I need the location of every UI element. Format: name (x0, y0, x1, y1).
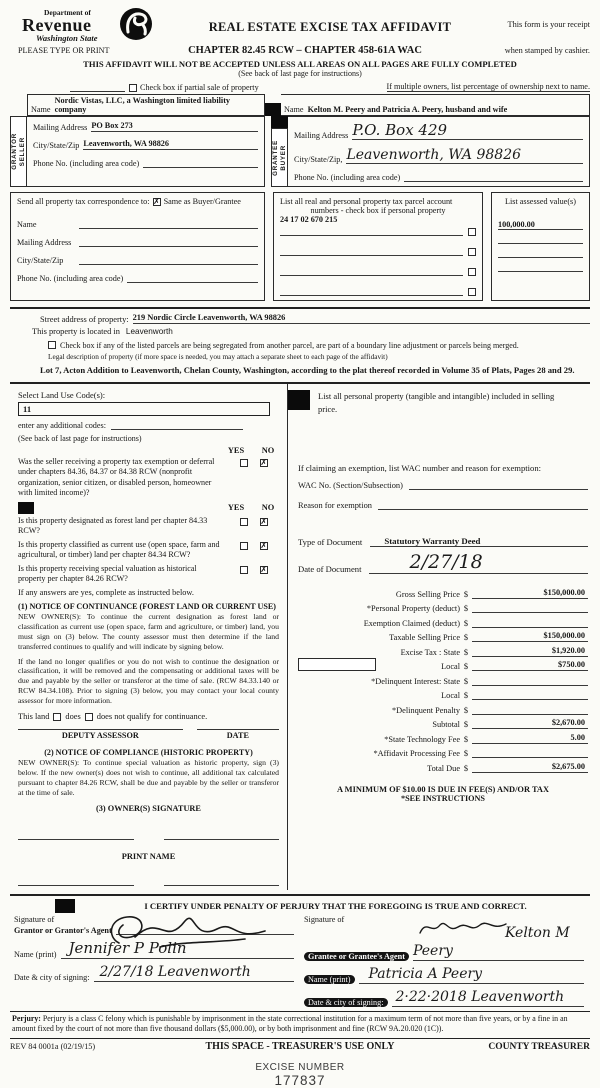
grantee-sig-label-1: Signature of (304, 914, 345, 924)
main-columns (10, 382, 590, 889)
logo-state-text: Washington State (36, 33, 98, 44)
section-marker (265, 103, 281, 116)
parcel-input-1[interactable] (280, 225, 463, 236)
money-row-total: Total Due $ $2,675.00 (298, 762, 588, 773)
seller-fields (27, 116, 265, 187)
parcel-personal-checkbox-1[interactable] (468, 228, 476, 236)
grantor-name-print-label: Name (print) (14, 949, 57, 959)
owners-signature-heading: (3) OWNER(S) SIGNATURE (96, 803, 201, 813)
deputy-assessor-row (18, 729, 279, 740)
corr-city-label: City/State/Zip (17, 256, 64, 266)
grantee-date-city-input[interactable]: 2·22·2018 Leavenworth (392, 988, 585, 1007)
deferral-no-checkbox[interactable]: ✗ (260, 458, 268, 468)
exemption-claim-label: If claiming an exemption, list WAC number and reason for exemption: (298, 462, 542, 473)
logo-revenue-text: Revenue (22, 15, 92, 35)
located-in-value: Leavenworth (125, 327, 173, 337)
corr-city-input[interactable] (79, 254, 258, 265)
yes-no-header-2: YES NO (18, 502, 279, 514)
notice1-title: (1) NOTICE OF CONTINUANCE (FOREST LAND OR CURRENT USE) (18, 602, 276, 612)
seller-mailing-input[interactable]: PO Box 273 (91, 121, 258, 132)
excise-number-stamp (10, 1062, 590, 1088)
seller-name-cell[interactable] (27, 94, 265, 116)
does-not-label: does not qualify for continuance. (96, 712, 208, 722)
partial-sale-row (10, 82, 590, 92)
dor-logo (10, 8, 185, 43)
street-section (10, 307, 590, 376)
money-row-taxable: Taxable Selling Price $ $150,000.00 (298, 631, 588, 642)
deputy-date-line[interactable]: DATE (197, 729, 279, 740)
seller-city-label: City/State/Zip (33, 141, 80, 151)
money-row-personal: *Personal Property (deduct) $ (298, 602, 588, 613)
segregated-checkbox[interactable] (48, 341, 56, 349)
question-current-use: Is this property classified as current use (open space, farm and agricultural, or timber) land per chapter 84.34 RCW? ✗ (18, 540, 268, 560)
notice1-para1: NEW OWNER(S): To continue the current designation as forest land or classification as current use (open space, farm and agriculture, or timber) land, you must sign on (3) below. The county assessor must then determine if the land transferred continues to qualify and will indicate by signing below. (18, 612, 279, 651)
money-row-delinq-int-state: *Delinquent Interest: State $ (298, 675, 588, 686)
buyer-city-input[interactable] (346, 147, 583, 164)
minimum-due-note: A MINIMUM OF $10.00 IS DUE IN FEE(S) AND/OR TAX (336, 784, 550, 794)
assessed-value-2[interactable] (498, 230, 583, 244)
question-forest: Is this property designated as forest land per chapter 84.33 RCW? ✗ (18, 515, 268, 535)
rev-number: REV 84 0001a (02/19/15) (10, 1041, 96, 1051)
does-checkbox[interactable] (53, 713, 61, 721)
grantee-sig-label-2: Grantee or Grantee's Agent (304, 952, 409, 961)
total-due-value[interactable]: $2,675.00 (472, 762, 588, 773)
personal-property-note: List all personal property (tangible and intangible) included in selling price. (318, 391, 555, 414)
parties-section (10, 116, 590, 187)
reason-exemption-label: Reason for exemption (298, 500, 372, 510)
notice2-para: NEW OWNER(S): To continue special valuation as historic property, sign (3) below. If the new owner(s) does not wish to continue, all additional tax calculated pursuant to chapter 84.26 RCW, shall be due and payable by the seller or transferor at the time of sale. (18, 758, 279, 797)
parcel-personal-checkbox-2[interactable] (468, 248, 476, 256)
excise-tax-state-value[interactable]: $1,920.00 (472, 646, 588, 657)
yes-no-header-1: YES NO (227, 446, 275, 456)
grantee-date-city-label: Date & city of signing: (304, 998, 388, 1007)
money-row-tech-fee: *State Technology Fee $ 5.00 (298, 733, 588, 744)
header (10, 8, 590, 43)
certify-statement: I CERTIFY UNDER PENALTY OF PERJURY THAT THE FOREGOING IS TRUE AND CORRECT. (144, 900, 527, 911)
wac-no-input[interactable] (409, 479, 588, 490)
current-yes-checkbox[interactable] (240, 542, 248, 550)
assessed-value-4[interactable] (498, 258, 583, 272)
header-row2 (10, 45, 590, 56)
buyer-mailing-label: Mailing Address (294, 131, 349, 141)
seller-side-label: GRANTOR SELLER (10, 116, 27, 187)
located-in-label: This property is located in (32, 327, 120, 337)
signatures-section (10, 915, 590, 1011)
money-row-local: Local $ $750.00 (298, 660, 588, 671)
state-technology-fee-value[interactable]: 5.00 (472, 733, 588, 744)
exemption-claimed-value[interactable] (472, 617, 588, 628)
historic-no-checkbox[interactable]: ✗ (260, 565, 268, 575)
parcel-box (273, 192, 483, 301)
street-address-input[interactable]: 219 Nordic Circle Leavenworth, WA 98826 (133, 313, 590, 324)
parcel-input-2[interactable] (280, 245, 463, 256)
type-of-document-label: Type of Document (298, 536, 363, 547)
assessed-box (491, 192, 590, 301)
dor-logo-icon (118, 6, 154, 42)
notice1-para2: If the land no longer qualifies or you do not wish to continue the designation or classification, it will be removed and the compensating or additional taxes will be due and payable by the seller or transferor at the time of sale. (RCW 84.33.140 or RCW 84.34.108). Prior to signing (3) below, you may contact your local county assessor for more information. (18, 656, 279, 705)
excise-number-label: EXCISE NUMBER (255, 1061, 345, 1073)
money-row-delinq-int-local: Local $ (298, 689, 588, 700)
buyer-fields (288, 116, 590, 187)
certify-bar (10, 894, 590, 915)
seller-phone-input[interactable] (143, 157, 258, 168)
buyer-city-label: City/State/Zip, (294, 155, 343, 165)
affidavit-processing-fee-value[interactable] (472, 747, 588, 758)
reason-exemption-input[interactable] (378, 499, 588, 510)
print-name-heading: PRINT NAME (121, 851, 176, 861)
corr-phone-label: Phone No. (including area code) (17, 274, 124, 284)
grantor-signature-input[interactable] (116, 924, 294, 935)
buyer-mailing-input[interactable] (352, 121, 583, 140)
buyer-name-value: Kelton M. Peery and Patricia A. Peery, husband and wife (307, 105, 508, 115)
grantee-name-print-input[interactable]: Patricia A Peery (359, 965, 584, 984)
perjury-text: Perjury is a class C felony which is punishable by imprisonment in the state correctional institution for a maximum term of not more than five years, or by a fine in an amount fixed by the court of not more than five thousand dollars ($5,000.00), or by both imprisonment and fine (RCW 9A.20.020 (1C)). (12, 1013, 568, 1034)
money-row-gross: Gross Selling Price $ $150,000.00 (298, 588, 588, 599)
buyer-phone-input[interactable] (404, 171, 583, 182)
money-row-delinq-penalty: *Delinquent Penalty $ (298, 704, 588, 715)
grantor-signature-block (10, 915, 300, 1011)
grantor-sig-label-1: Signature of (14, 914, 55, 924)
type-of-document-input[interactable]: Statutory Warranty Deed (370, 536, 588, 547)
section-marker (55, 899, 75, 913)
right-column (288, 384, 590, 889)
footer-row (10, 1038, 590, 1052)
seller-city-input[interactable]: Leavenworth, WA 98826 (83, 139, 258, 150)
correspondence-section (10, 192, 590, 301)
seller-phone-label: Phone No. (including area code) (33, 159, 140, 169)
corr-name-label: Name (17, 220, 37, 230)
notice2-title: (2) NOTICE OF COMPLIANCE (HISTORIC PROPERTY) (44, 748, 253, 758)
question-historic: Is this property receiving special valuation as historical property per chapter 84.26 RCW? ✗ (18, 564, 268, 584)
buyer-name-label: Name (284, 105, 304, 115)
partial-sale-label: Check box if partial sale of property (140, 83, 259, 93)
if-yes-note: If any answers are yes, complete as instructed below. (18, 588, 194, 598)
print-name-line-1[interactable] (18, 875, 134, 886)
warning-line: THIS AFFIDAVIT WILL NOT BE ACCEPTED UNLESS ALL AREAS ON ALL PAGES ARE FULLY COMPLETED (83, 59, 517, 70)
receipt-note: This form is your receipt (507, 20, 590, 29)
type-or-print-label: PLEASE TYPE OR PRINT (18, 46, 110, 56)
left-column (10, 384, 288, 889)
perjury-lead: Perjury: (12, 1013, 41, 1023)
buyer-mailing-handwritten: P.O. Box 429 (352, 121, 448, 140)
seller-mailing-label: Mailing Address (33, 123, 88, 133)
same-as-buyer-checkbox[interactable]: ✗ (153, 196, 160, 206)
corr-mailing-input[interactable] (79, 236, 258, 247)
party-name-row (10, 94, 590, 116)
assessed-value-3[interactable] (498, 244, 583, 258)
does-label: does (65, 712, 81, 722)
corr-mailing-label: Mailing Address (17, 238, 72, 248)
additional-codes-input[interactable] (111, 419, 243, 430)
money-row-exemption: Exemption Claimed (deduct) $ (298, 617, 588, 628)
money-row-excise-state: Excise Tax : State $ $1,920.00 (298, 646, 588, 657)
local-jurisdiction-box[interactable] (298, 658, 376, 671)
gross-selling-price-value[interactable]: $150,000.00 (472, 588, 588, 599)
section-marker (271, 116, 288, 128)
excise-tax-local-value[interactable]: $750.00 (472, 660, 588, 671)
same-as-buyer-label: Same as Buyer/Grantee (163, 197, 241, 207)
grantee-signature-block (300, 915, 590, 1011)
does-not-checkbox[interactable] (85, 713, 93, 721)
seller-name-label: Name (31, 105, 51, 115)
land-use-code-input[interactable]: 11 (18, 402, 270, 416)
forest-yes-checkbox[interactable] (240, 518, 248, 526)
buyer-city-handwritten: Leavenworth, WA 98826 (346, 147, 522, 164)
send-correspondence-label: Send all property tax correspondence to: (17, 197, 150, 207)
print-name-line-2[interactable] (164, 875, 280, 886)
personal-property-deduct-value[interactable] (472, 602, 588, 613)
taxable-selling-price-value[interactable]: $150,000.00 (472, 631, 588, 642)
corr-phone-input[interactable] (127, 272, 258, 283)
delinquent-interest-state-value[interactable] (472, 675, 588, 686)
buyer-phone-label: Phone No. (including area code) (294, 173, 401, 183)
additional-codes-label: enter any additional codes: (18, 421, 106, 431)
owner-signature-line-1[interactable] (18, 829, 134, 840)
grantor-name-print-input[interactable]: Jennifer P Polin (61, 939, 294, 959)
date-of-document-label: Date of Document (298, 563, 362, 574)
perjury-notice (10, 1011, 590, 1038)
grantor-date-city-label: Date & city of signing: (14, 972, 90, 982)
money-row-subtotal: Subtotal $ $2,670.00 (298, 718, 588, 729)
corr-name-input[interactable] (79, 218, 258, 229)
see-instructions-note: *SEE INSTRUCTIONS (401, 793, 485, 803)
county-treasurer-label: COUNTY TREASURER (488, 1041, 590, 1052)
deputy-assessor-signature-line[interactable]: DEPUTY ASSESSOR (18, 729, 183, 740)
current-no-checkbox[interactable]: ✗ (260, 541, 268, 551)
parcel-input-3[interactable] (280, 265, 463, 276)
buyer-side-label: GRANTEE BUYER (271, 128, 288, 187)
mid-column (271, 116, 288, 187)
parcel-number: 24 17 02 670 215 (280, 215, 338, 225)
historic-yes-checkbox[interactable] (240, 566, 248, 574)
multiple-owners-note: If multiple owners, list percentage of ownership next to name. (386, 82, 590, 92)
treasurer-space-label: THIS SPACE - TREASURER'S USE ONLY (205, 1040, 395, 1052)
buyer-name-cell[interactable] (281, 94, 590, 116)
segregated-label: Check box if any of the listed parcels are being segregated from another parcel, are part of a boundary line adjustment or parcels being merged. (60, 341, 519, 351)
deferral-yes-checkbox[interactable] (240, 459, 248, 467)
logo-dept-text: Department of (44, 8, 91, 17)
grantee-signature-input[interactable]: Kelton M Peery (413, 924, 584, 961)
stamped-note: when stamped by cashier. (504, 46, 590, 56)
excise-number-value: 177837 (274, 1072, 326, 1088)
grantor-date-city-input[interactable]: 2/27/18 Leavenworth (94, 963, 295, 982)
street-address-label: Street address of property: (40, 315, 129, 325)
date-of-document-input[interactable]: 2/27/18 (369, 551, 588, 574)
parcel-personal-checkbox-4[interactable] (468, 288, 476, 296)
grantee-name-print-label: Name (print) (304, 975, 355, 984)
forest-no-checkbox[interactable]: ✗ (260, 516, 268, 526)
parcel-input-4[interactable] (280, 285, 463, 296)
see-back-note: (See back of last page for instructions) (238, 69, 362, 79)
seller-name-value: Nordic Vistas, LLC, a Washington limited liability company (54, 96, 231, 115)
correspondence-box (10, 192, 265, 301)
section-marker (18, 502, 34, 514)
legal-description: Lot 7, Acton Addition to Leavenworth, Chelan County, Washington, according to the plat thereof recorded in Volume 35 of Plats, Pages 28 and 29. (40, 365, 575, 376)
money-row-affidavit-fee: *Affidavit Processing Fee $ (298, 747, 588, 758)
subtotal-value[interactable]: $2,670.00 (472, 718, 588, 729)
legal-description-label: Legal description of property (if more space is needed, you may attach a separate sheet to each page of the affidavit) (48, 352, 388, 362)
partial-sale-checkbox[interactable] (129, 84, 137, 92)
parcel-header1: List all real and personal property tax parcel account (280, 197, 453, 207)
chapter-heading: CHAPTER 82.45 RCW – CHAPTER 458-61A WAC (188, 45, 422, 57)
section-marker (288, 390, 310, 410)
grantor-sig-label-2: Grantor or Grantor's Agent (14, 925, 112, 935)
parcel-personal-checkbox-3[interactable] (468, 268, 476, 276)
form-title: REAL ESTATE EXCISE TAX AFFIDAVIT (208, 20, 452, 34)
assessed-value-1[interactable]: 100,000.00 (498, 220, 583, 230)
wac-no-label: WAC No. (Section/Subsection) (298, 480, 403, 490)
land-use-label: Select Land Use Code(s): (18, 390, 106, 401)
assessed-header: List assessed value(s) (505, 197, 576, 207)
land-use-see-back: (See back of last page for instructions) (18, 434, 142, 444)
question-deferral: Was the seller receiving a property tax exemption or deferral under chapters 84.36, 84.37 or 84.38 RCW (nonprofit organization, senior citizen, or disabled person, homeowner with limited income)? ✗ (18, 457, 268, 497)
delinquent-interest-local-value[interactable] (472, 689, 588, 700)
parcel-header2: numbers - check box if personal property (310, 206, 446, 216)
owner-signature-line-2[interactable] (164, 829, 280, 840)
this-land-label: This land (18, 712, 50, 722)
delinquent-penalty-value[interactable] (472, 704, 588, 715)
